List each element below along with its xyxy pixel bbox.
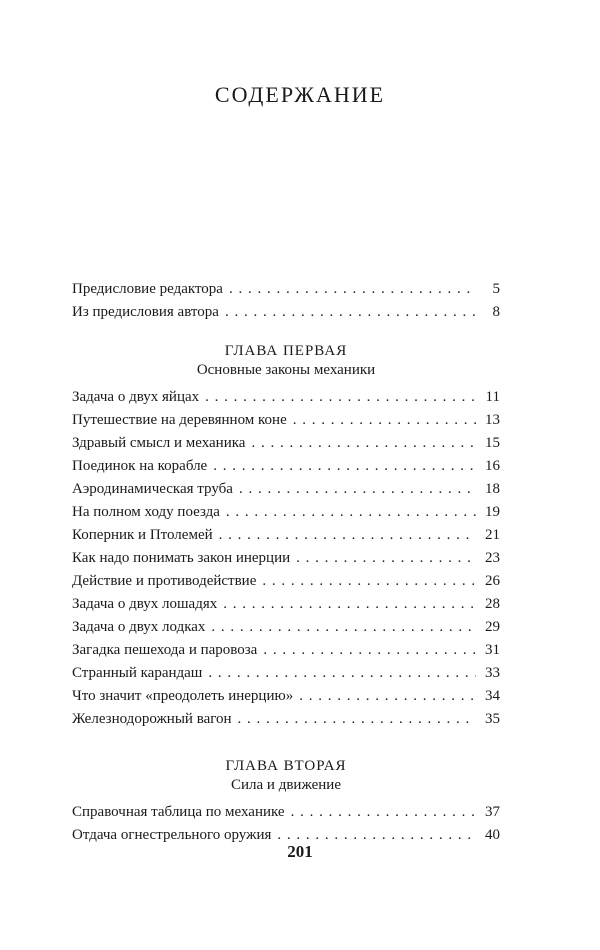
leader-dots bbox=[239, 478, 476, 501]
toc-entry[interactable] bbox=[72, 455, 500, 478]
chapter-heading bbox=[72, 342, 500, 380]
toc-entry-title: Загадка пешехода и паровоза bbox=[72, 642, 258, 658]
page-number: 201 bbox=[287, 842, 313, 861]
toc-entry-title: Как надо понимать закон инерции bbox=[72, 550, 291, 566]
leader-dots bbox=[223, 593, 476, 616]
leader-dots bbox=[208, 662, 476, 685]
leader-dots bbox=[262, 570, 476, 593]
chapter-section bbox=[72, 342, 500, 731]
toc-entry[interactable] bbox=[72, 639, 500, 662]
leader-dots bbox=[229, 278, 476, 301]
leader-dots bbox=[213, 455, 476, 478]
leader-dots bbox=[291, 801, 476, 824]
leader-dots bbox=[293, 409, 476, 432]
toc-entry-page: 31 bbox=[485, 642, 500, 658]
toc-entry[interactable] bbox=[72, 547, 500, 570]
toc-entry-page: 11 bbox=[485, 389, 500, 405]
toc-entry-page: 26 bbox=[485, 573, 500, 589]
leader-dots bbox=[211, 616, 476, 639]
toc-entry-title: Действие и противодействие bbox=[72, 573, 257, 589]
toc-entry[interactable] bbox=[72, 432, 500, 455]
toc-entry[interactable] bbox=[72, 662, 500, 685]
toc-entry-page: 37 bbox=[485, 804, 500, 820]
toc-entry-page: 18 bbox=[485, 481, 500, 497]
toc-entry-title: Задача о двух лошадях bbox=[72, 596, 218, 612]
toc-entry-page: 8 bbox=[492, 304, 500, 320]
leader-dots bbox=[219, 524, 476, 547]
front-matter bbox=[72, 278, 500, 324]
toc-entry-page: 29 bbox=[485, 619, 500, 635]
toc-entry-page: 33 bbox=[485, 665, 500, 681]
toc-entry-title: Коперник и Птолемей bbox=[72, 527, 213, 543]
toc-entry[interactable] bbox=[72, 409, 500, 432]
toc-entry-title: Что значит «преодолеть инерцию» bbox=[72, 688, 294, 704]
chapter-name: Сила и движение bbox=[231, 777, 341, 793]
toc-entry[interactable] bbox=[72, 801, 500, 824]
toc-entry[interactable] bbox=[72, 570, 500, 593]
toc-entry[interactable] bbox=[72, 708, 500, 731]
toc-entry-title: Справочная таблица по механике bbox=[72, 804, 285, 820]
toc-entry-page: 35 bbox=[485, 711, 500, 727]
leader-dots bbox=[226, 501, 476, 524]
toc-entry-title: Здравый смысл и механика bbox=[72, 435, 246, 451]
chapter-label: ГЛАВА ПЕРВАЯ bbox=[224, 343, 348, 359]
toc-entry[interactable] bbox=[72, 386, 500, 409]
leader-dots bbox=[299, 685, 476, 708]
toc-entry[interactable] bbox=[72, 278, 500, 301]
toc-entry-title: Отдача огнестрельного оружия bbox=[72, 827, 272, 843]
toc-entry-title: Задача о двух яйцах bbox=[72, 389, 200, 405]
toc-entry-page: 28 bbox=[485, 596, 500, 612]
toc-entry-title: Из предисловия автора bbox=[72, 304, 219, 320]
toc-entry[interactable] bbox=[72, 524, 500, 547]
toc-entry-title: Железнодорожный вагон bbox=[72, 711, 232, 727]
leader-dots bbox=[225, 301, 476, 324]
toc-entry-page: 40 bbox=[485, 827, 500, 843]
toc-entry-page: 15 bbox=[485, 435, 500, 451]
toc-entry-title: На полном ходу поезда bbox=[72, 504, 220, 520]
chapter-name: Основные законы механики bbox=[196, 362, 376, 378]
toc-entry-page: 23 bbox=[485, 550, 500, 566]
chapter-label: ГЛАВА ВТОРАЯ bbox=[225, 758, 347, 774]
toc-entry-page: 5 bbox=[492, 281, 500, 297]
toc-entry[interactable] bbox=[72, 616, 500, 639]
toc-entry[interactable] bbox=[72, 685, 500, 708]
toc-entry-title: Странный карандаш bbox=[72, 665, 203, 681]
toc-entry-title: Аэродинамическая труба bbox=[72, 481, 233, 497]
toc-entry[interactable] bbox=[72, 593, 500, 616]
toc-entry-page: 13 bbox=[485, 412, 500, 428]
toc-entry[interactable] bbox=[72, 301, 500, 324]
chapter-heading bbox=[72, 757, 500, 795]
toc-entry-page: 16 bbox=[485, 458, 500, 474]
leader-dots bbox=[296, 547, 476, 570]
leader-dots bbox=[238, 708, 476, 731]
leader-dots bbox=[251, 432, 476, 455]
page-title: СОДЕРЖАНИЕ bbox=[214, 82, 386, 107]
toc-entry-page: 21 bbox=[485, 527, 500, 543]
toc-entry-title: Предисловие редактора bbox=[72, 281, 223, 297]
leader-dots bbox=[205, 386, 476, 409]
toc-entry-page: 19 bbox=[485, 504, 500, 520]
toc-entry-page: 34 bbox=[485, 688, 500, 704]
table-of-contents bbox=[72, 278, 500, 847]
toc-entry[interactable] bbox=[72, 501, 500, 524]
toc-entry-title: Задача о двух лодках bbox=[72, 619, 206, 635]
leader-dots bbox=[263, 639, 476, 662]
toc-entry-title: Путешествие на деревянном коне bbox=[72, 412, 287, 428]
chapter-section bbox=[72, 757, 500, 847]
toc-entry-title: Поединок на корабле bbox=[72, 458, 208, 474]
toc-entry[interactable] bbox=[72, 478, 500, 501]
